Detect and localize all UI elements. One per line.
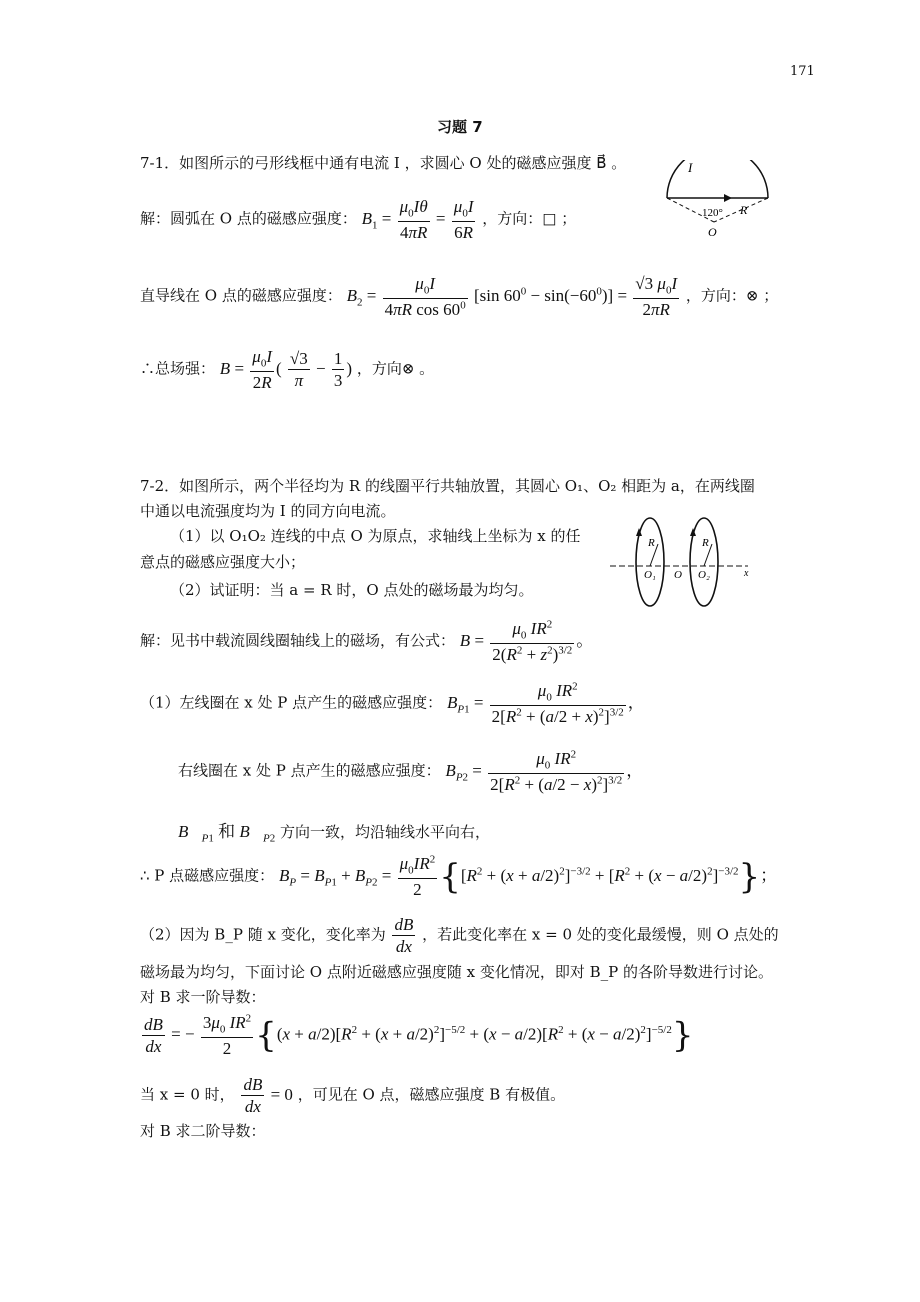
- solution-7-2-part2-text-a: （2）因为 B_P 随 x 变化，变化率为: [140, 925, 386, 944]
- solution-7-1-total-direction: ，方向⊗ 。: [356, 359, 435, 378]
- fig-label-R1: R: [648, 537, 655, 549]
- problem-7-2-part1-line2: 意点的磁感应强度大小；: [140, 553, 306, 571]
- fig-label-O: O: [708, 225, 717, 239]
- page-number: 171: [790, 64, 815, 79]
- solution-7-2-second-derivative-label: 对 B 求二阶导数：: [140, 1122, 266, 1140]
- solution-7-2-part2-line1: [140, 914, 779, 958]
- figure-7-1: [664, 160, 774, 240]
- solution-7-2-first-derivative-label: 对 B 求一阶导数：: [140, 988, 266, 1006]
- formula-dB-dx: $\frac{dB}{dx}$: [394, 915, 414, 957]
- right-coil: [690, 518, 718, 606]
- formula-B2: $B_2$ = $\frac{\mu_0I}{4\pi R \cos 60^0}$ [sin $60^0 - \sin(-60^0)$] = $\frac{√3 \mu_0I}{2\pi R}$: [346, 274, 678, 320]
- arc-wire: [667, 160, 768, 198]
- solution-7-2-intro: [140, 618, 593, 665]
- formula-BP-total: $B_P = B_{P1} + B_{P2}$ = $\frac{\mu_0IR^2}{2}$ $\{[R^2 + (x + a/2)^2]^{-3/2} + [R^2 + (x - a/2)^2]^{-3/2}\}$；: [278, 853, 778, 900]
- solution-7-2-total: [140, 853, 777, 900]
- solution-7-2-extremum-text: ，可见在 O 点，磁感应强度 B 有极值。: [297, 1085, 566, 1104]
- formula-BP1-BP2-vectors: $B⃗_{P1}$ 和 $B⃗_{P2}$: [178, 822, 276, 845]
- problem-7-2-question-line1: 7-2．如图所示，两个半径均为 R 的线圈平行共轴放置，其圆心 O₁、O₂ 相距为 a，在两线圈: [140, 477, 755, 495]
- solution-7-2-left-coil: [140, 680, 645, 727]
- left-coil: [636, 518, 664, 606]
- formula-BP1: $B_{P1}$ = $\frac{\mu_0 IR^2}{2[R^2 + (a/2 + x)^2]^{3/2}}$ ，: [446, 680, 645, 727]
- solution-7-2-part2-line2: 磁场最为均匀，下面讨论 O 点附近磁感应强度随 x 变化情况，即对 B_P 的各阶导数进行讨论。: [140, 963, 773, 981]
- figure-7-2: [608, 516, 758, 612]
- solution-7-2-right-coil-label: 右线圈在 x 处 P 点产生的磁感应强度：: [178, 761, 441, 780]
- solution-7-1-line-label: 直导线在 O 点的磁感应强度：: [140, 286, 342, 305]
- solution-7-1-arc-direction: ，方向：□ ；: [482, 209, 577, 228]
- solution-7-1-total-label: ∴总场强：: [140, 359, 216, 378]
- formula-dB-dx-zero: $\frac{dB}{dx}$ = 0: [243, 1075, 293, 1117]
- solution-7-1-total: [140, 346, 434, 393]
- solution-7-2-same-direction: [178, 818, 490, 848]
- fig-label-angle: 120°: [702, 207, 723, 219]
- solution-7-2-right-coil: [178, 748, 643, 795]
- problem-7-2-part1-line1: （1）以 O₁O₂ 连线的中点 O 为原点，求轴线上坐标为 x 的任: [170, 527, 581, 545]
- fig-label-R2: R: [702, 537, 709, 549]
- solution-7-2-when-x0: 当 x = 0 时，: [140, 1085, 235, 1104]
- page-title: 习题 7: [437, 118, 483, 136]
- fig-label-O2: O₂: [698, 569, 710, 581]
- problem-7-1-question: 7-1．如图所示的弓形线框中通有电流 I ，求圆心 O 处的磁感应强度 B⃗ 。: [140, 154, 627, 172]
- solution-7-1-line: [140, 273, 778, 320]
- formula-B1: $B_1$ = $\frac{\mu_0I\theta}{4\pi R}$ = $\frac{\mu_0I}{6R}$: [361, 197, 474, 243]
- solution-7-1-arc: [140, 196, 576, 243]
- solution-7-2-same-direction-text: 方向一致，均沿轴线水平向右，: [279, 823, 490, 841]
- problem-7-2-question-line2: 中通以电流强度均为 I 的同方向电流。: [140, 502, 396, 520]
- current-arrow: [724, 194, 732, 202]
- problem-7-2-part2: （2）试证明：当 a = R 时，O 点处的磁场最为均匀。: [170, 581, 534, 599]
- fig-label-I: I: [688, 160, 693, 175]
- solution-7-2-intro-label: 解：见书中载流圆线圈轴线上的磁场，有公式：: [140, 631, 456, 650]
- formula-BP2: $B_{P2}$ = $\frac{\mu_0 IR^2}{2[R^2 + (a/2 - x)^2]^{3/2}}$ ，: [445, 748, 644, 795]
- solution-7-2-left-coil-label: （1）左线圈在 x 处 P 点产生的磁感应强度：: [140, 693, 443, 712]
- formula-first-derivative: $\frac{dB}{dx}$ = − $\frac{3\mu_0 IR^2}{2}$ $\{(x + a/2)[R^2 + (x + a/2)^2]^{-5/2} + (x - a/2)[R^2 + (x - a/2)^2]^{-5/2}\}$: [144, 1012, 694, 1059]
- fig-label-x: x: [744, 568, 749, 579]
- solution-7-2-extremum: [140, 1074, 565, 1118]
- formula-B-total: B = $\frac{\mu_0I}{2R}$ ( $\frac{√3}{\pi}$ − $\frac{1}{3}$ ): [219, 347, 353, 393]
- fig-label-R: R: [740, 203, 748, 217]
- fig-label-O1: O₁: [644, 569, 656, 581]
- solution-7-2-part2-text-b: ，若此变化率在 x = 0 处的变化最缓慢，则 O 点处的: [422, 925, 779, 944]
- fig-label-O: O: [674, 569, 682, 581]
- solution-7-2-total-label: ∴ P 点磁感应强度：: [140, 866, 275, 885]
- formula-B-coil: B = $\frac{\mu_0 IR^2}{2(R^2 + z^2)^{3/2}}$ 。: [459, 618, 594, 665]
- solution-7-1-line-direction: ，方向：⊗ ；: [685, 286, 779, 305]
- solution-7-1-arc-label: 解：圆弧在 O 点的磁感应强度：: [140, 209, 357, 228]
